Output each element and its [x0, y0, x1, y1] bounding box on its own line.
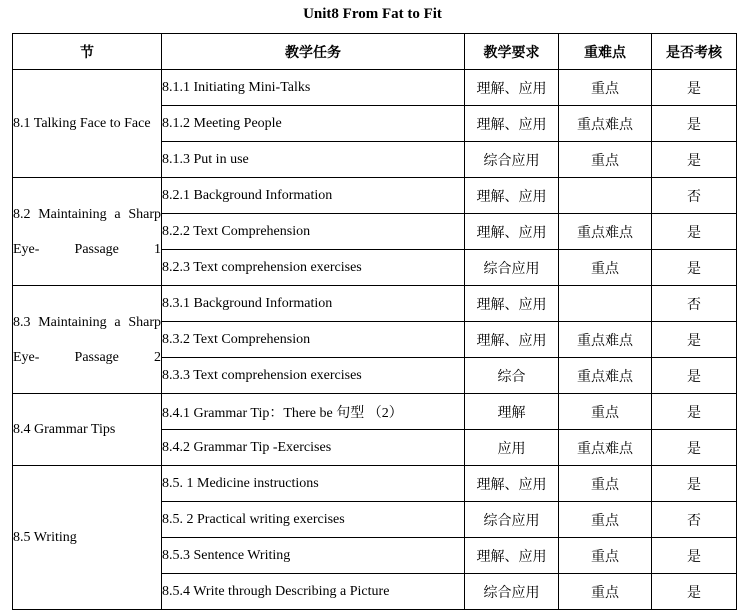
requirement-cell: 综合 — [465, 358, 559, 394]
focus-cell: 重点难点 — [559, 106, 652, 142]
task-cell: 8.2.2 Text Comprehension — [162, 214, 465, 250]
assessed-cell: 是 — [652, 250, 737, 286]
section-label: 8.5 Writing — [13, 466, 162, 610]
header-section: 节 — [13, 34, 162, 70]
assessed-cell: 是 — [652, 538, 737, 574]
table-row — [13, 178, 737, 214]
focus-cell: 重点难点 — [559, 322, 652, 358]
task-cell: 8.3.3 Text comprehension exercises — [162, 358, 465, 394]
assessed-cell: 是 — [652, 358, 737, 394]
assessed-cell: 是 — [652, 430, 737, 466]
task-cell: 8.2.1 Background Information — [162, 178, 465, 214]
requirement-cell: 综合应用 — [465, 502, 559, 538]
assessed-cell: 否 — [652, 286, 737, 322]
syllabus-table — [12, 33, 737, 610]
focus-cell: 重点 — [559, 250, 652, 286]
focus-cell: 重点难点 — [559, 214, 652, 250]
focus-cell: 重点难点 — [559, 358, 652, 394]
assessed-cell: 是 — [652, 322, 737, 358]
task-cell: 8.5. 1 Medicine instructions — [162, 466, 465, 502]
header-assessed: 是否考核 — [652, 34, 737, 70]
focus-cell: 重点难点 — [559, 430, 652, 466]
table-body — [13, 70, 737, 610]
task-cell: 8.5. 2 Practical writing exercises — [162, 502, 465, 538]
requirement-cell: 理解、应用 — [465, 106, 559, 142]
task-cell: 8.5.3 Sentence Writing — [162, 538, 465, 574]
assessed-cell: 是 — [652, 214, 737, 250]
requirement-cell: 理解、应用 — [465, 70, 559, 106]
task-cell: 8.4.1 Grammar Tip：There be 句型 （2） — [162, 394, 465, 430]
requirement-cell: 理解、应用 — [465, 538, 559, 574]
task-cell: 8.5.4 Write through Describing a Picture — [162, 574, 465, 610]
requirement-cell: 理解、应用 — [465, 322, 559, 358]
assessed-cell: 否 — [652, 502, 737, 538]
task-cell: 8.1.3 Put in use — [162, 142, 465, 178]
assessed-cell: 是 — [652, 142, 737, 178]
task-cell: 8.2.3 Text comprehension exercises — [162, 250, 465, 286]
task-cell: 8.4.2 Grammar Tip -Exercises — [162, 430, 465, 466]
requirement-cell: 综合应用 — [465, 574, 559, 610]
requirement-cell: 综合应用 — [465, 142, 559, 178]
header-focus: 重难点 — [559, 34, 652, 70]
assessed-cell: 是 — [652, 466, 737, 502]
focus-cell — [559, 286, 652, 322]
assessed-cell: 是 — [652, 70, 737, 106]
task-cell: 8.1.2 Meeting People — [162, 106, 465, 142]
section-label: 8.1 Talking Face to Face — [13, 70, 162, 178]
assessed-cell: 是 — [652, 574, 737, 610]
requirement-cell: 理解、应用 — [465, 214, 559, 250]
header-requirement: 教学要求 — [465, 34, 559, 70]
table-row — [13, 466, 737, 502]
requirement-cell: 理解、应用 — [465, 178, 559, 214]
section-label: 8.4 Grammar Tips — [13, 394, 162, 466]
task-cell: 8.3.2 Text Comprehension — [162, 322, 465, 358]
header-row — [13, 34, 737, 70]
table-row — [13, 394, 737, 430]
focus-cell — [559, 178, 652, 214]
requirement-cell: 综合应用 — [465, 250, 559, 286]
focus-cell: 重点 — [559, 466, 652, 502]
focus-cell: 重点 — [559, 538, 652, 574]
assessed-cell: 是 — [652, 106, 737, 142]
focus-cell: 重点 — [559, 142, 652, 178]
focus-cell: 重点 — [559, 502, 652, 538]
requirement-cell: 理解、应用 — [465, 466, 559, 502]
table-row — [13, 286, 737, 322]
assessed-cell: 是 — [652, 394, 737, 430]
assessed-cell: 否 — [652, 178, 737, 214]
task-cell: 8.3.1 Background Information — [162, 286, 465, 322]
requirement-cell: 理解 — [465, 394, 559, 430]
focus-cell: 重点 — [559, 394, 652, 430]
section-label: 8.2 Maintaining a Sharp Eye- Passage 1 — [13, 178, 162, 286]
focus-cell: 重点 — [559, 574, 652, 610]
task-cell: 8.1.1 Initiating Mini-Talks — [162, 70, 465, 106]
document-title: Unit8 From Fat to Fit — [303, 6, 442, 22]
requirement-cell: 理解、应用 — [465, 286, 559, 322]
section-label: 8.3 Maintaining a Sharp Eye- Passage 2 — [13, 286, 162, 394]
table-row — [13, 70, 737, 106]
requirement-cell: 应用 — [465, 430, 559, 466]
header-task: 教学任务 — [162, 34, 465, 70]
focus-cell: 重点 — [559, 70, 652, 106]
